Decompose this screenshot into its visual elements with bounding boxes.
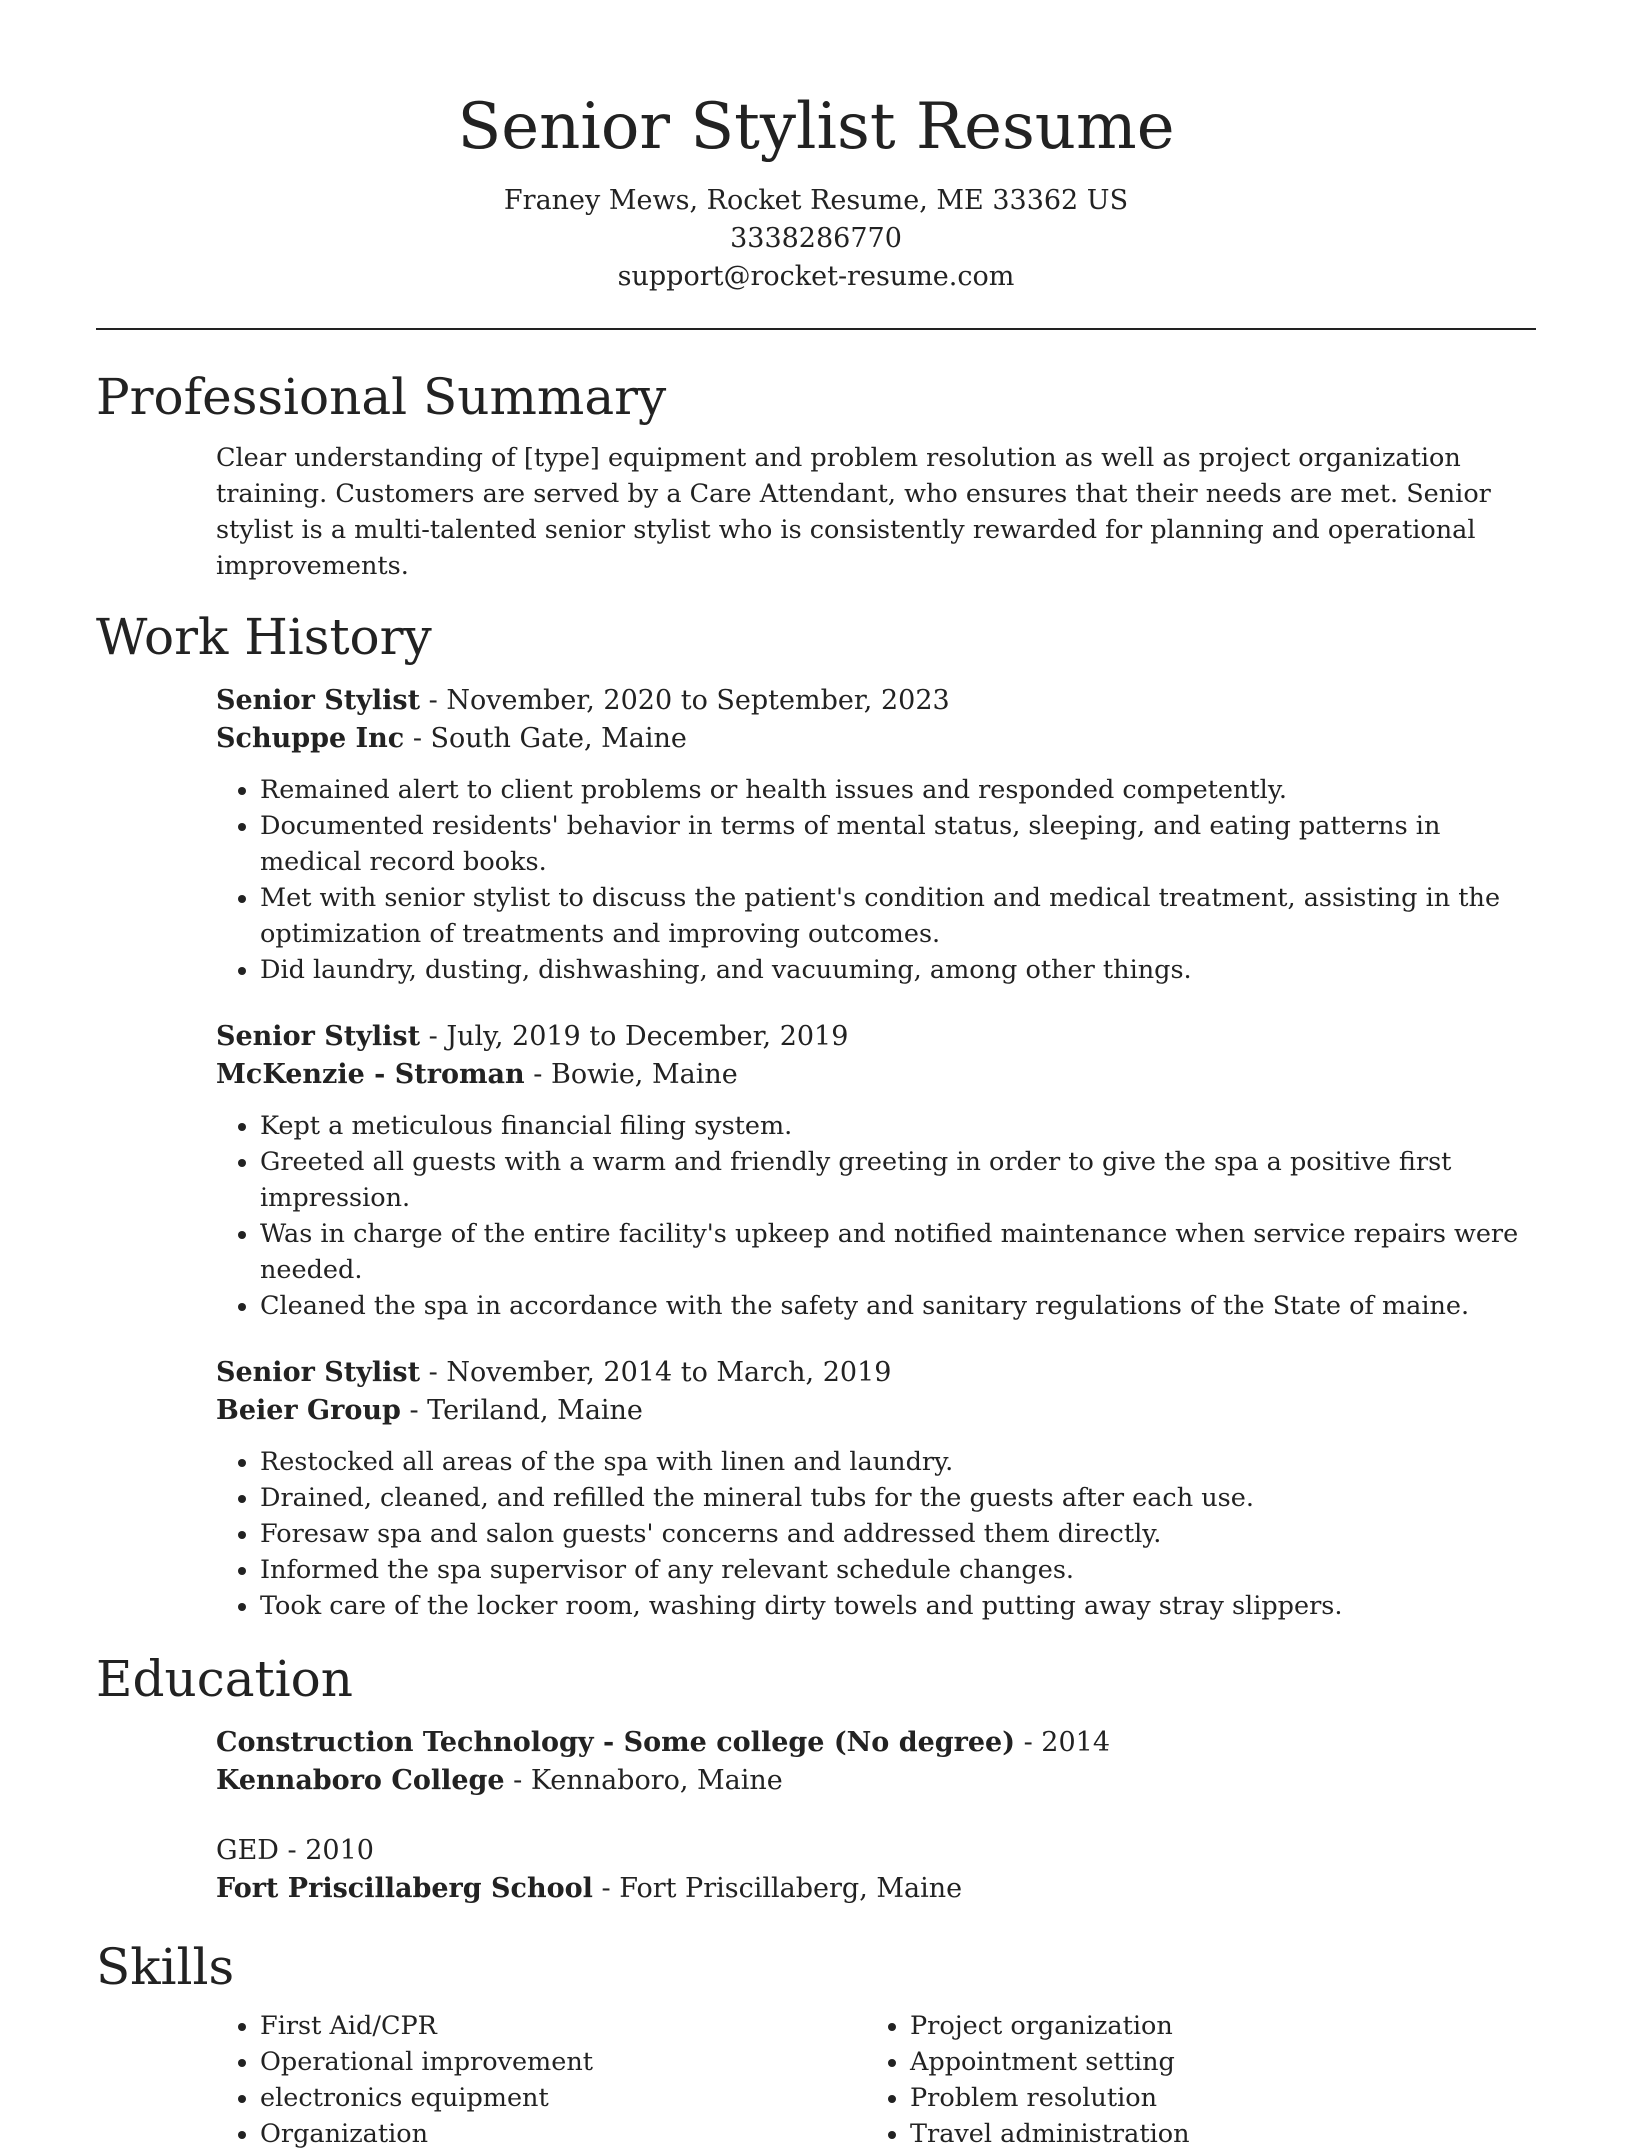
header-divider <box>96 328 1536 330</box>
job-bullets <box>216 1444 1536 1624</box>
list-item: • Remained alert to client problems or health issues and responded competently. <box>260 772 1536 808</box>
job-dates: - July, 2019 to December, 2019 <box>420 1021 849 1052</box>
contact-email: support@rocket-resume.com <box>617 261 1015 292</box>
list-item: • Drained, cleaned, and refilled the mineral tubs for the guests after each use. <box>260 1480 1536 1516</box>
skills-column-right <box>866 2008 1516 2152</box>
education-section <box>96 1648 1536 1908</box>
education-location: - Fort Priscillaberg, Maine <box>592 1873 963 1904</box>
job-entry <box>216 682 1536 988</box>
education-degree-line <box>216 1832 1536 1870</box>
list-item: • Organization <box>260 2116 866 2152</box>
job-dates: - November, 2014 to March, 2019 <box>420 1357 892 1388</box>
summary-text: Clear understanding of [type] equipment and problem resolution as well as project organization training. Customers are served by a Care Attendant, who ensures that their needs are met. Senior stylist is a multi-talented senior stylist who is consistently rewarded for planning and operational improvements. <box>216 443 1491 581</box>
list-item: • Project organization <box>910 2008 1516 2044</box>
job-company-line <box>216 1056 1536 1094</box>
job-company: Beier Group <box>216 1395 401 1426</box>
education-year: - 2014 <box>1015 1727 1111 1758</box>
work-section <box>96 606 1536 1624</box>
resume-page <box>96 0 1536 2152</box>
education-school: Fort Priscillaberg School <box>216 1873 593 1904</box>
list-item: • Appointment setting <box>910 2044 1516 2080</box>
education-degree: Construction Technology - Some college (No degree) <box>216 1727 1015 1758</box>
job-dates: - November, 2020 to September, 2023 <box>420 685 950 716</box>
education-location: - Kennaboro, Maine <box>504 1765 783 1796</box>
skills-grid <box>216 2008 1536 2152</box>
list-item: • Greeted all guests with a warm and friendly greeting in order to give the spa a positive first impression. <box>260 1144 1536 1216</box>
job-location: - Teriland, Maine <box>400 1395 643 1426</box>
list-item: • Met with senior stylist to discuss the patient's condition and medical treatment, assisting in the optimization of treatments and improving outcomes. <box>260 880 1536 952</box>
contact-phone: 3338286770 <box>730 223 902 254</box>
job-company: Schuppe Inc <box>216 723 405 754</box>
education-heading: Education <box>96 1650 353 1708</box>
list-item: • Travel administration <box>910 2116 1516 2152</box>
skills-column-left <box>216 2008 866 2152</box>
summary-heading: Professional Summary <box>96 368 667 426</box>
education-school: Kennaboro College <box>216 1765 505 1796</box>
resume-header <box>96 0 1536 296</box>
list-item: • Cleaned the spa in accordance with the safety and sanitary regulations of the State of maine. <box>260 1288 1536 1324</box>
skills-list-right <box>866 2008 1516 2152</box>
job-title: Senior Stylist <box>216 685 421 716</box>
job-title-line <box>216 1354 1536 1392</box>
job-location: - South Gate, Maine <box>404 723 687 754</box>
job-title-line <box>216 1018 1536 1056</box>
education-entry <box>216 1832 1536 1908</box>
job-bullets <box>216 1108 1536 1324</box>
list-item: • Operational improvement <box>260 2044 866 2080</box>
summary-section <box>96 366 1536 584</box>
list-item: • Informed the spa supervisor of any relevant schedule changes. <box>260 1552 1536 1588</box>
job-entry <box>216 1018 1536 1324</box>
job-title: Senior Stylist <box>216 1021 421 1052</box>
job-location: - Bowie, Maine <box>524 1059 738 1090</box>
education-degree: GED <box>216 1835 279 1866</box>
list-item: • Took care of the locker room, washing dirty towels and putting away stray slippers. <box>260 1588 1536 1624</box>
page-title: Senior Stylist Resume <box>457 90 1175 164</box>
job-title: Senior Stylist <box>216 1357 421 1388</box>
list-item: • Foresaw spa and salon guests' concerns and addressed them directly. <box>260 1516 1536 1552</box>
list-item: • Was in charge of the entire facility's upkeep and notified maintenance when service repairs were needed. <box>260 1216 1536 1288</box>
list-item: • Problem resolution <box>910 2080 1516 2116</box>
list-item: • electronics equipment <box>260 2080 866 2116</box>
education-school-line <box>216 1870 1536 1908</box>
work-heading: Work History <box>96 608 432 666</box>
education-degree-line <box>216 1724 1536 1762</box>
list-item: • Kept a meticulous financial filing system. <box>260 1108 1536 1144</box>
education-school-line <box>216 1762 1536 1800</box>
job-company-line <box>216 720 1536 758</box>
list-item: • First Aid/CPR <box>260 2008 866 2044</box>
education-entry <box>216 1724 1536 1800</box>
list-item: • Did laundry, dusting, dishwashing, and vacuuming, among other things. <box>260 952 1536 988</box>
job-bullets <box>216 772 1536 988</box>
skills-heading: Skills <box>96 1938 235 1996</box>
skills-section <box>96 1936 1536 2152</box>
list-item: • Documented residents' behavior in terms of mental status, sleeping, and eating patterns in medical record books. <box>260 808 1536 880</box>
education-year: - 2010 <box>278 1835 374 1866</box>
job-title-line <box>216 682 1536 720</box>
list-item: • Restocked all areas of the spa with linen and laundry. <box>260 1444 1536 1480</box>
job-entry <box>216 1354 1536 1624</box>
job-company-line <box>216 1392 1536 1430</box>
job-company: McKenzie - Stroman <box>216 1059 525 1090</box>
skills-list-left <box>216 2008 866 2152</box>
contact-address: Franey Mews, Rocket Resume, ME 33362 US <box>503 185 1129 216</box>
